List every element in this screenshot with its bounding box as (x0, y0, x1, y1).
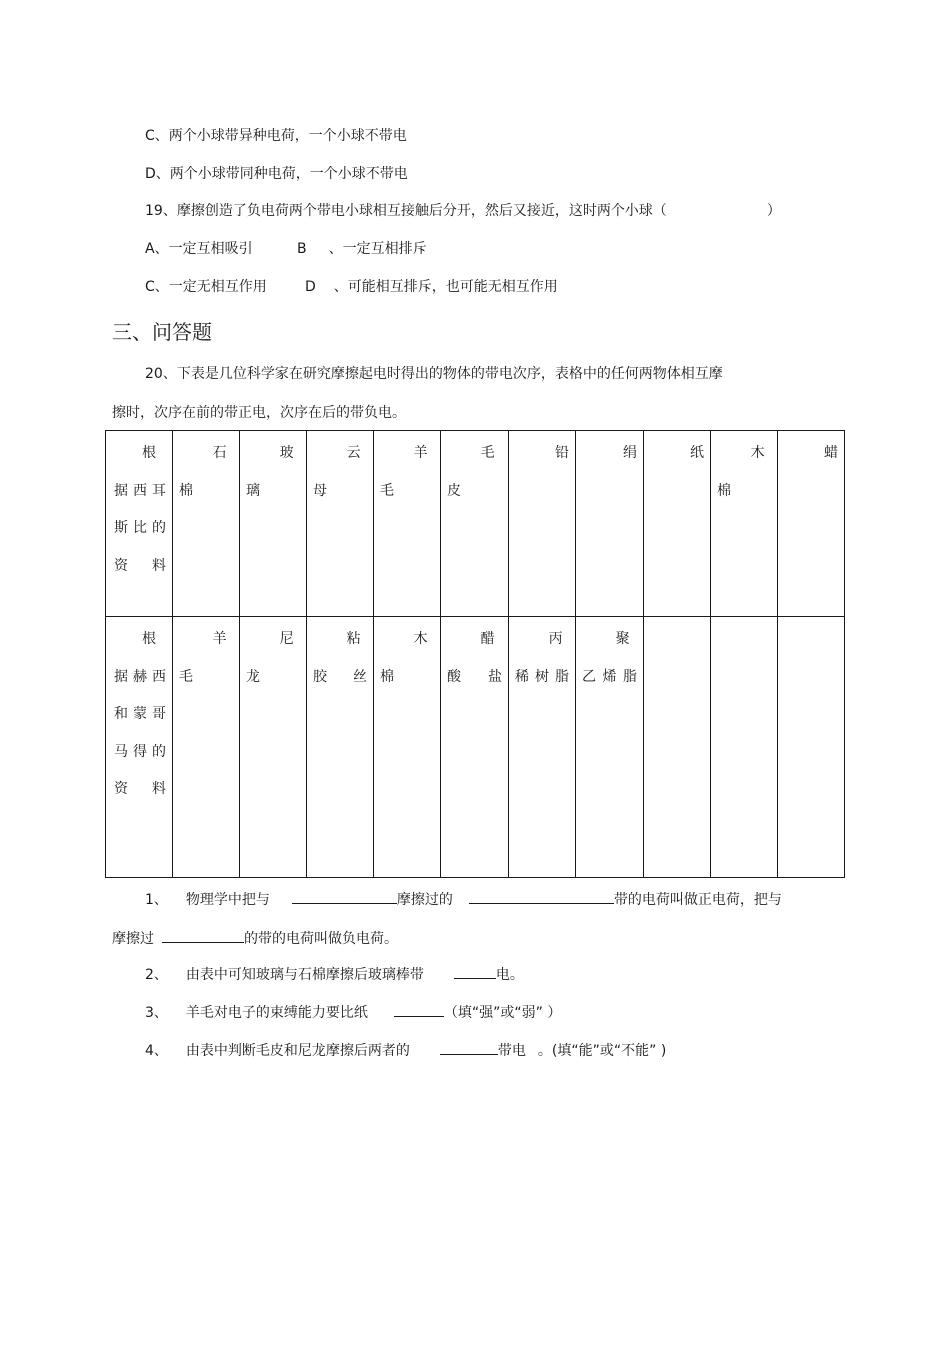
table-cell: 羊毛 (173, 617, 240, 878)
q18-option-c: C、两个小球带异种电荷，一个小球不带电 (145, 128, 407, 144)
table-cell: 铅 (509, 431, 576, 617)
q18-option-d: D、两个小球带同种电荷，一个小球不带电 (145, 166, 408, 182)
table-cell: 羊毛 (374, 431, 441, 617)
sub2-number: 2、 (145, 967, 168, 983)
q19-option-d (305, 276, 558, 296)
sub3-number: 3、 (145, 1005, 168, 1021)
row2-header-cell: 根据赫西和蒙哥马得的资料 (106, 617, 173, 878)
sub1-text-c: 带的电荷叫做正电荷，把与 (613, 892, 782, 908)
q19-stem (145, 200, 781, 220)
sub2-text-a: 由表中可知玻璃与石棉摩擦后玻璃棒带 (185, 967, 424, 983)
sub4-text-a: 由表中判断毛皮和尼龙摩擦后两者的 (185, 1043, 410, 1059)
q19-option-d-text: 、可能相互排斥，也可能无相互作用 (333, 279, 558, 295)
sub1-blank-1[interactable] (292, 889, 397, 904)
q19-option-b-letter: B (297, 241, 307, 257)
sub3-text-b: （填“强”或“弱” ） (443, 1005, 562, 1021)
table-cell: 粘胶丝 (307, 617, 374, 878)
sub1-blank-3[interactable] (162, 928, 244, 943)
table-cell: 绢 (576, 431, 644, 617)
sub3-text-a: 羊毛对电子的束缚能力要比纸 (185, 1005, 368, 1021)
q20-intro-line1: 20、下表是几位科学家在研究摩擦起电时得出的物体的带电次序，表格中的任何两物体相互摩 (145, 366, 723, 382)
table-cell: 木棉 (711, 431, 778, 617)
table-cell: 木棉 (374, 617, 441, 878)
section-title: 三、问答题 (112, 320, 212, 344)
sub2-text-b: 电。 (495, 967, 524, 983)
sub4-text-b: 带电 (497, 1043, 526, 1059)
sub-question-2 (145, 964, 524, 984)
table-cell (644, 617, 711, 878)
q19-option-b-text: 、一定互相排斥 (328, 241, 427, 257)
sub4-text-c: 。(填“能”或“不能” ) (537, 1043, 667, 1059)
table-cell: 毛皮 (441, 431, 509, 617)
table-cell: 云母 (307, 431, 374, 617)
sub1-text-d: 摩擦过 (112, 931, 154, 947)
table-row (106, 617, 845, 878)
sub1-text-b: 摩擦过的 (396, 892, 453, 908)
q19-option-d-letter: D (305, 279, 316, 295)
sub-question-1 (145, 889, 782, 909)
table-cell (711, 617, 778, 878)
row1-header-cell: 根据西耳斯比的资料 (106, 431, 173, 617)
table-cell: 尼龙 (240, 617, 307, 878)
sub1-text-a: 物理学中把与 (185, 892, 270, 908)
charge-series-table (105, 430, 845, 878)
table-cell: 玻璃 (240, 431, 307, 617)
sub-question-1-cont (112, 928, 398, 948)
q19-option-a: A、一定互相吸引 (145, 241, 253, 257)
sub4-number: 4、 (145, 1043, 168, 1059)
table-cell: 醋酸盐 (441, 617, 509, 878)
sub4-blank[interactable] (440, 1040, 498, 1055)
table-cell: 石棉 (173, 431, 240, 617)
sub1-text-e: 的带的电荷叫做负电荷。 (244, 931, 398, 947)
q19-option-c: C、一定无相互作用 (145, 279, 267, 295)
table-cell (778, 617, 845, 878)
table-cell: 丙稀树脂 (509, 617, 576, 878)
q19-option-b (297, 238, 427, 258)
sub-question-3 (145, 1002, 561, 1022)
sub2-blank[interactable] (454, 964, 496, 979)
q19-stem-end: ） (766, 203, 781, 219)
table-cell: 聚乙烯脂 (576, 617, 644, 878)
q20-intro-line2: 擦时，次序在前的带正电，次序在后的带负电。 (112, 405, 406, 421)
sub3-blank[interactable] (394, 1002, 444, 1017)
q19-stem-text: 19、摩擦创造了负电荷两个带电小球相互接触后分开，然后又接近，这时两个小球（ (145, 203, 667, 219)
sub1-blank-2[interactable] (469, 889, 614, 904)
sub1-number: 1、 (145, 892, 168, 908)
table-cell: 纸 (644, 431, 711, 617)
sub-question-4 (145, 1040, 666, 1060)
table-row (106, 431, 845, 617)
table-cell: 蜡 (778, 431, 845, 617)
